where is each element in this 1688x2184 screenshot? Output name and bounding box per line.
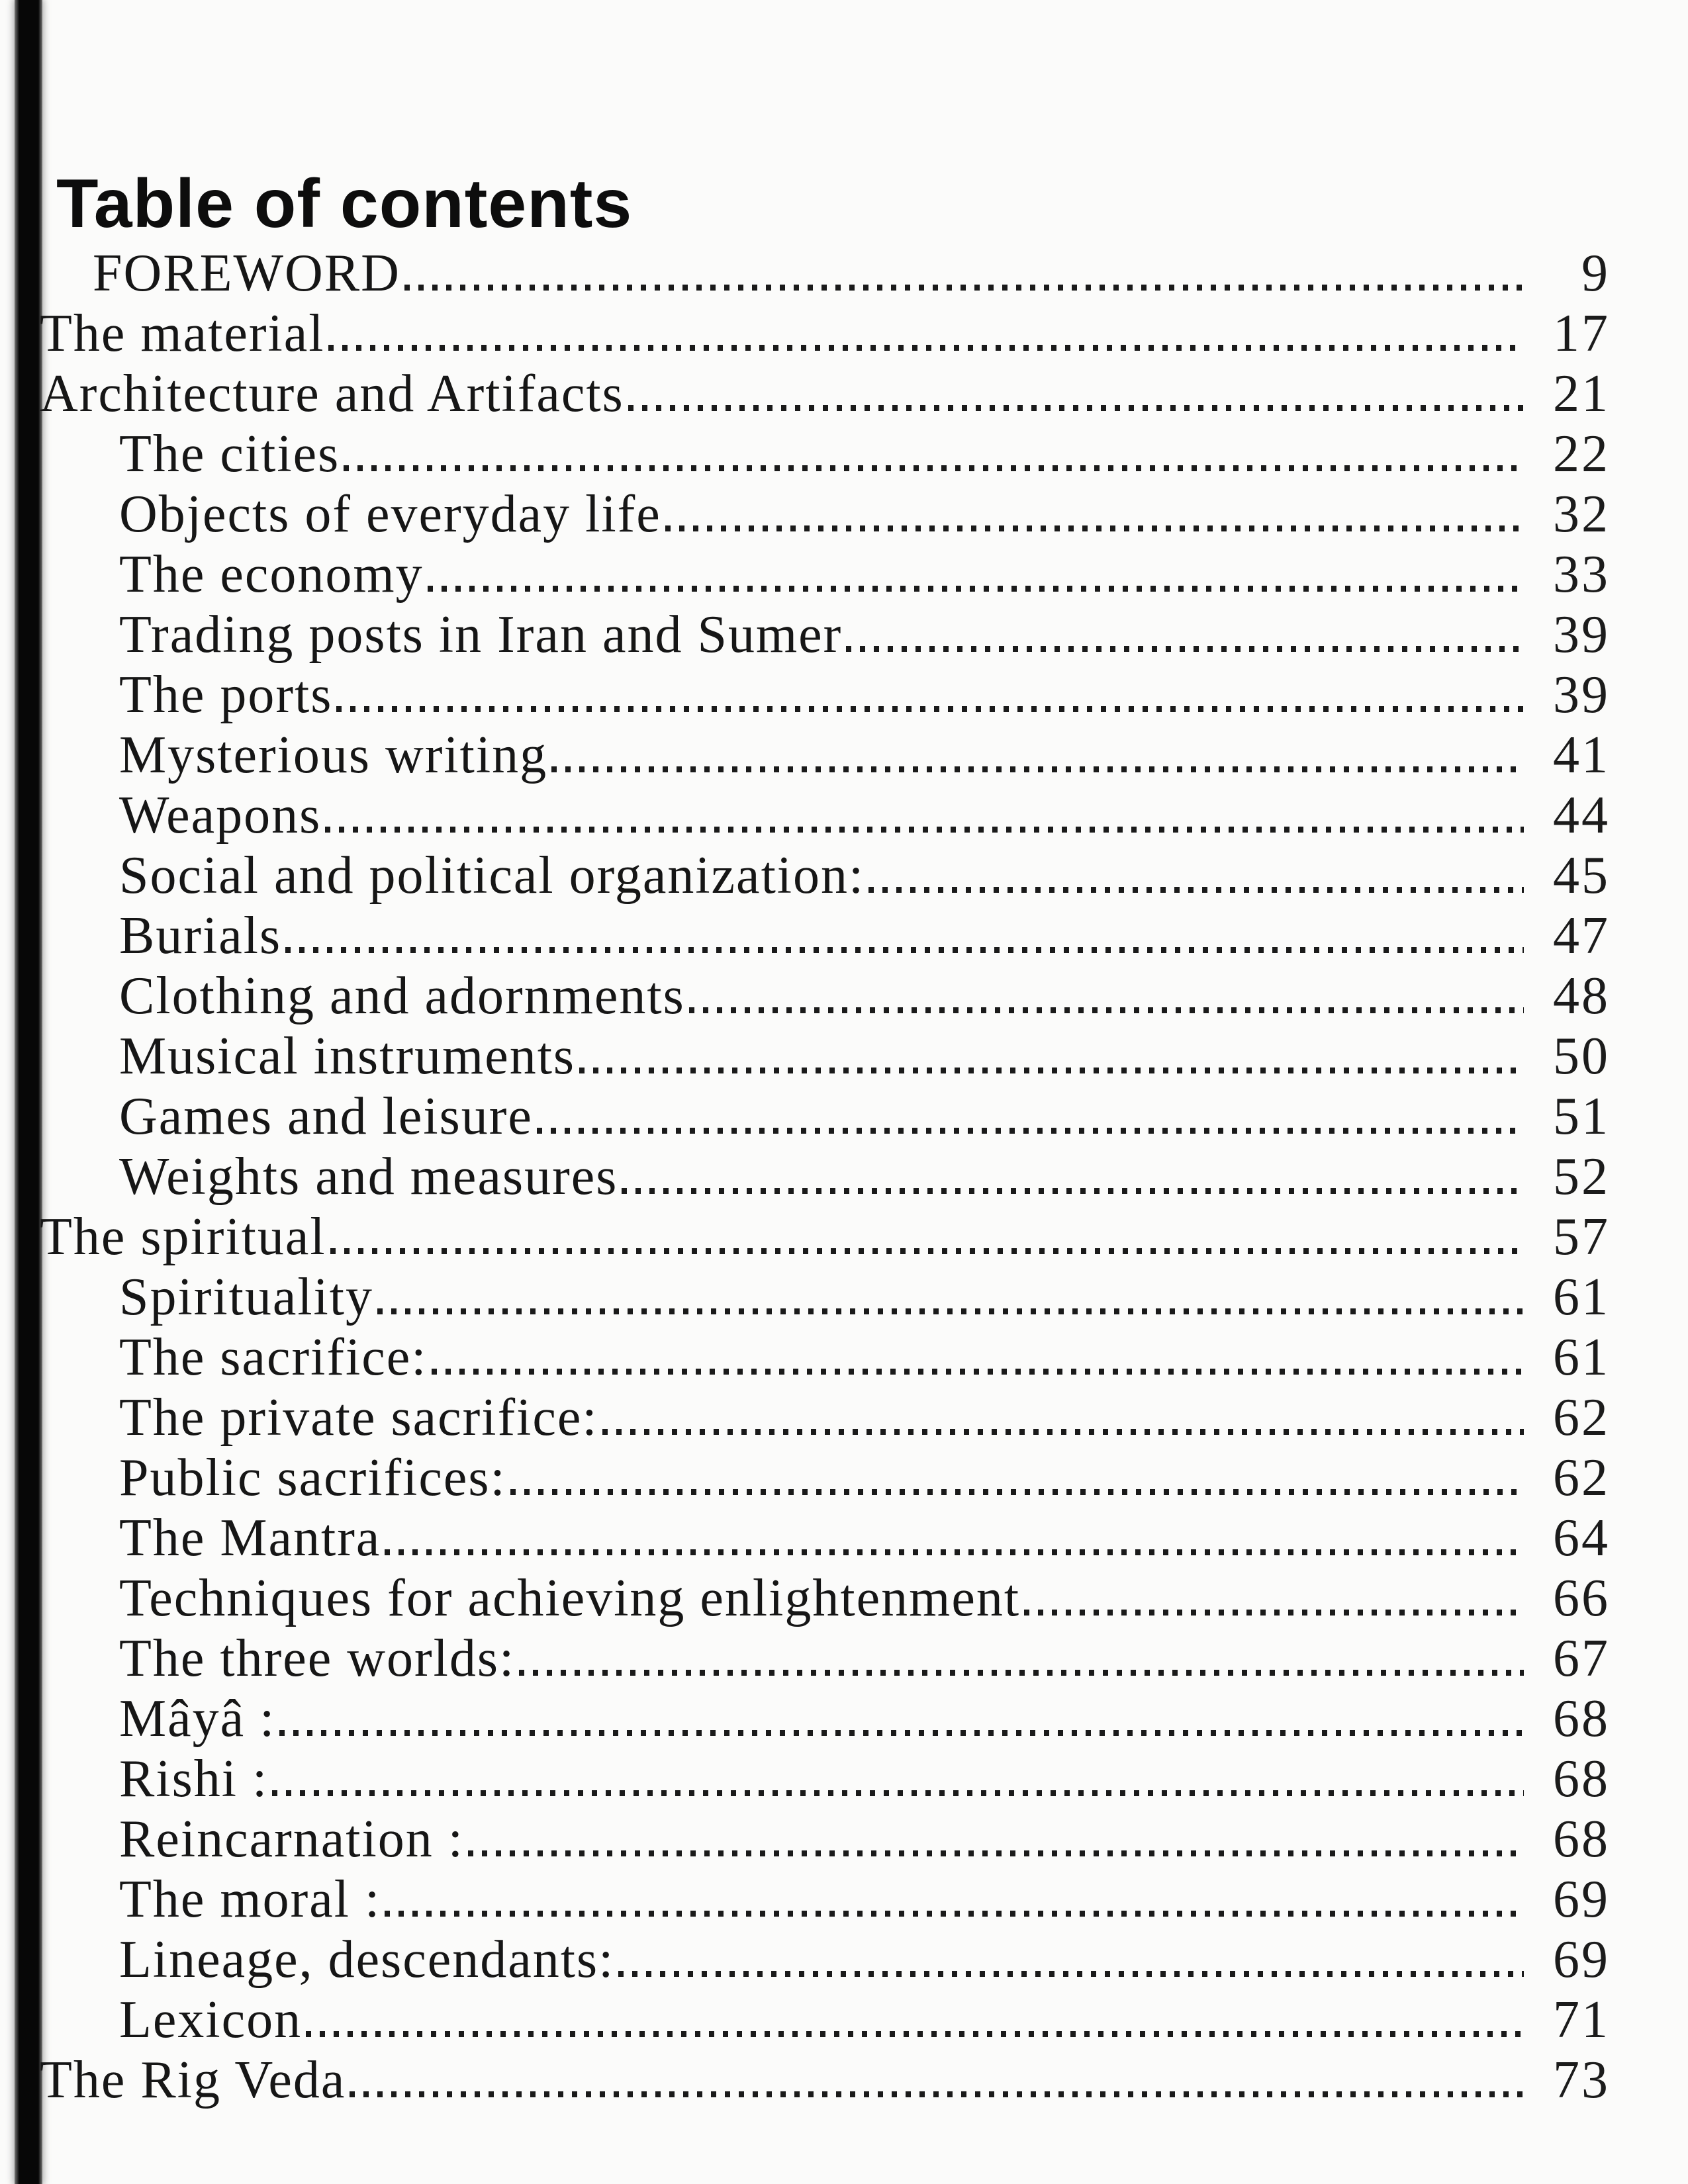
toc-entry <box>119 605 1610 665</box>
toc-entry-label: Mâyâ : <box>119 1690 276 1748</box>
toc-entry-label: The cities <box>119 425 340 483</box>
toc-entry-label: The Mantra <box>119 1509 381 1567</box>
toc-entry-page-number: 45 <box>1553 846 1610 905</box>
toc-entry-label: The material <box>40 304 325 363</box>
toc-entry-page-number: 68 <box>1553 1750 1610 1808</box>
toc-entry <box>119 484 1610 545</box>
toc-entry <box>119 1328 1610 1388</box>
dot-leader <box>325 827 1524 833</box>
toc-entry-page-number: 17 <box>1553 304 1610 363</box>
toc-entry <box>119 906 1610 966</box>
page-title: Table of contents <box>56 165 633 242</box>
toc-entry-label: Objects of everyday life <box>119 485 661 543</box>
toc-entry <box>40 1207 1610 1267</box>
toc-entry-page-number: 32 <box>1553 485 1610 543</box>
toc-entry-label: Social and political organization: <box>119 846 865 905</box>
toc-entry <box>119 1448 1610 1508</box>
toc-entry <box>119 1508 1610 1569</box>
dot-leader <box>328 345 1524 351</box>
toc-list <box>40 244 1610 2111</box>
toc-entry-label: The spiritual <box>40 1208 326 1266</box>
dot-leader <box>344 465 1524 471</box>
toc-entry-label: The private sacrifice: <box>119 1388 598 1447</box>
toc-entry-page-number: 33 <box>1553 545 1610 604</box>
toc-entry-label: Lineage, descendants: <box>119 1931 615 1989</box>
toc-entry-label: Public sacrifices: <box>119 1449 506 1507</box>
toc-entry <box>119 1569 1610 1629</box>
dot-leader <box>385 1549 1524 1555</box>
toc-entry <box>119 1870 1610 1930</box>
toc-entry <box>119 1809 1610 1870</box>
toc-entry <box>119 1388 1610 1448</box>
dot-leader <box>272 1790 1524 1796</box>
toc-entry <box>119 1930 1610 1990</box>
toc-entry-label: Mysterious writing <box>119 726 548 784</box>
toc-entry-page-number: 50 <box>1553 1027 1610 1085</box>
toc-entry <box>40 2050 1610 2111</box>
toc-entry <box>119 424 1610 484</box>
toc-entry <box>119 1087 1610 1147</box>
toc-entry-label: Games and leisure <box>119 1087 533 1146</box>
dot-leader <box>579 1068 1524 1073</box>
toc-entry-page-number: 71 <box>1553 1991 1610 2049</box>
dot-leader <box>468 1850 1524 1856</box>
toc-entry-label: Spirituality <box>119 1268 373 1326</box>
dot-leader <box>628 405 1524 411</box>
toc-entry <box>119 1749 1610 1809</box>
dot-leader <box>377 1308 1524 1314</box>
toc-entry-page-number: 62 <box>1553 1388 1610 1447</box>
toc-entry-label: Architecture and Artifacts <box>40 365 624 423</box>
dot-leader <box>510 1489 1524 1495</box>
toc-entry <box>119 1629 1610 1689</box>
toc-entry-label: The moral : <box>119 1870 381 1929</box>
toc-entry-label: Weights and measures <box>119 1148 618 1206</box>
toc-entry-page-number: 52 <box>1553 1148 1610 1206</box>
toc-entry-label: FOREWORD <box>93 244 400 302</box>
dot-leader <box>285 947 1524 953</box>
dot-leader <box>404 285 1524 291</box>
toc-entry-page-number: 73 <box>1553 2051 1610 2109</box>
toc-entry <box>93 244 1610 304</box>
toc-entry-page-number: 66 <box>1553 1569 1610 1627</box>
toc-entry-label: The three worlds: <box>119 1629 516 1688</box>
toc-entry-label: Clothing and adornments <box>119 967 685 1025</box>
toc-entry <box>119 665 1610 725</box>
toc-entry <box>119 1147 1610 1207</box>
toc-entry-label: Musical instruments <box>119 1027 576 1085</box>
dot-leader <box>385 1911 1524 1917</box>
dot-leader <box>279 1730 1524 1736</box>
toc-entry <box>119 786 1610 846</box>
dot-leader <box>551 766 1524 772</box>
toc-entry-label: The economy <box>119 545 424 604</box>
toc-entry <box>119 725 1610 786</box>
dot-leader <box>306 2031 1524 2037</box>
dot-leader <box>519 1670 1524 1676</box>
dot-leader <box>618 1971 1524 1977</box>
toc-entry-page-number: 62 <box>1553 1449 1610 1507</box>
toc-entry-label: The sacrifice: <box>119 1328 428 1387</box>
toc-entry <box>40 304 1610 364</box>
toc-entry-page-number: 44 <box>1553 786 1610 844</box>
toc-entry <box>119 545 1610 605</box>
toc-entry-page-number: 51 <box>1553 1087 1610 1146</box>
toc-entry-page-number: 21 <box>1553 365 1610 423</box>
dot-leader <box>432 1369 1524 1375</box>
toc-entry-page-number: 9 <box>1581 244 1610 302</box>
dot-leader <box>665 525 1524 531</box>
toc-entry-label: Reincarnation : <box>119 1810 464 1868</box>
toc-entry-page-number: 61 <box>1553 1328 1610 1387</box>
dot-leader <box>689 1007 1524 1013</box>
dot-leader <box>602 1429 1524 1435</box>
toc-entry-page-number: 61 <box>1553 1268 1610 1326</box>
dot-leader <box>868 887 1524 893</box>
dot-leader <box>428 586 1524 592</box>
toc-entry-page-number: 39 <box>1553 666 1610 724</box>
toc-entry <box>119 1026 1610 1087</box>
toc-entry-label: The Rig Veda <box>40 2051 346 2109</box>
dot-leader <box>846 646 1524 652</box>
toc-entry-page-number: 48 <box>1553 967 1610 1025</box>
toc-entry <box>119 1267 1610 1328</box>
dot-leader <box>1024 1610 1524 1615</box>
toc-entry-page-number: 69 <box>1553 1931 1610 1989</box>
scan-gutter-shadow-bar <box>15 0 42 2184</box>
toc-entry <box>40 364 1610 424</box>
toc-entry-page-number: 68 <box>1553 1810 1610 1868</box>
dot-leader <box>336 706 1524 712</box>
toc-entry <box>119 1689 1610 1749</box>
toc-entry-label: The ports <box>119 666 333 724</box>
dot-leader <box>330 1248 1524 1254</box>
toc-entry-label: Rishi : <box>119 1750 269 1808</box>
toc-entry-label: Trading posts in Iran and Sumer <box>119 606 843 664</box>
toc-entry <box>119 966 1610 1026</box>
dot-leader <box>537 1128 1524 1134</box>
toc-entry-page-number: 39 <box>1553 606 1610 664</box>
toc-entry-label: Burials <box>119 907 282 965</box>
toc-entry <box>119 1990 1610 2050</box>
toc-entry-page-number: 22 <box>1553 425 1610 483</box>
toc-entry-page-number: 47 <box>1553 907 1610 965</box>
dot-leader <box>350 2091 1524 2097</box>
toc-entry-page-number: 68 <box>1553 1690 1610 1748</box>
toc-entry-page-number: 69 <box>1553 1870 1610 1929</box>
toc-entry-page-number: 57 <box>1553 1208 1610 1266</box>
toc-entry-label: Lexicon <box>119 1991 303 2049</box>
toc-entry-page-number: 41 <box>1553 726 1610 784</box>
dot-leader <box>622 1188 1524 1194</box>
toc-entry-page-number: 67 <box>1553 1629 1610 1688</box>
toc-entry <box>119 846 1610 906</box>
toc-entry-label: Weapons <box>119 786 322 844</box>
toc-entry-page-number: 64 <box>1553 1509 1610 1567</box>
toc-entry-label: Techniques for achieving enlightenment <box>119 1569 1021 1627</box>
